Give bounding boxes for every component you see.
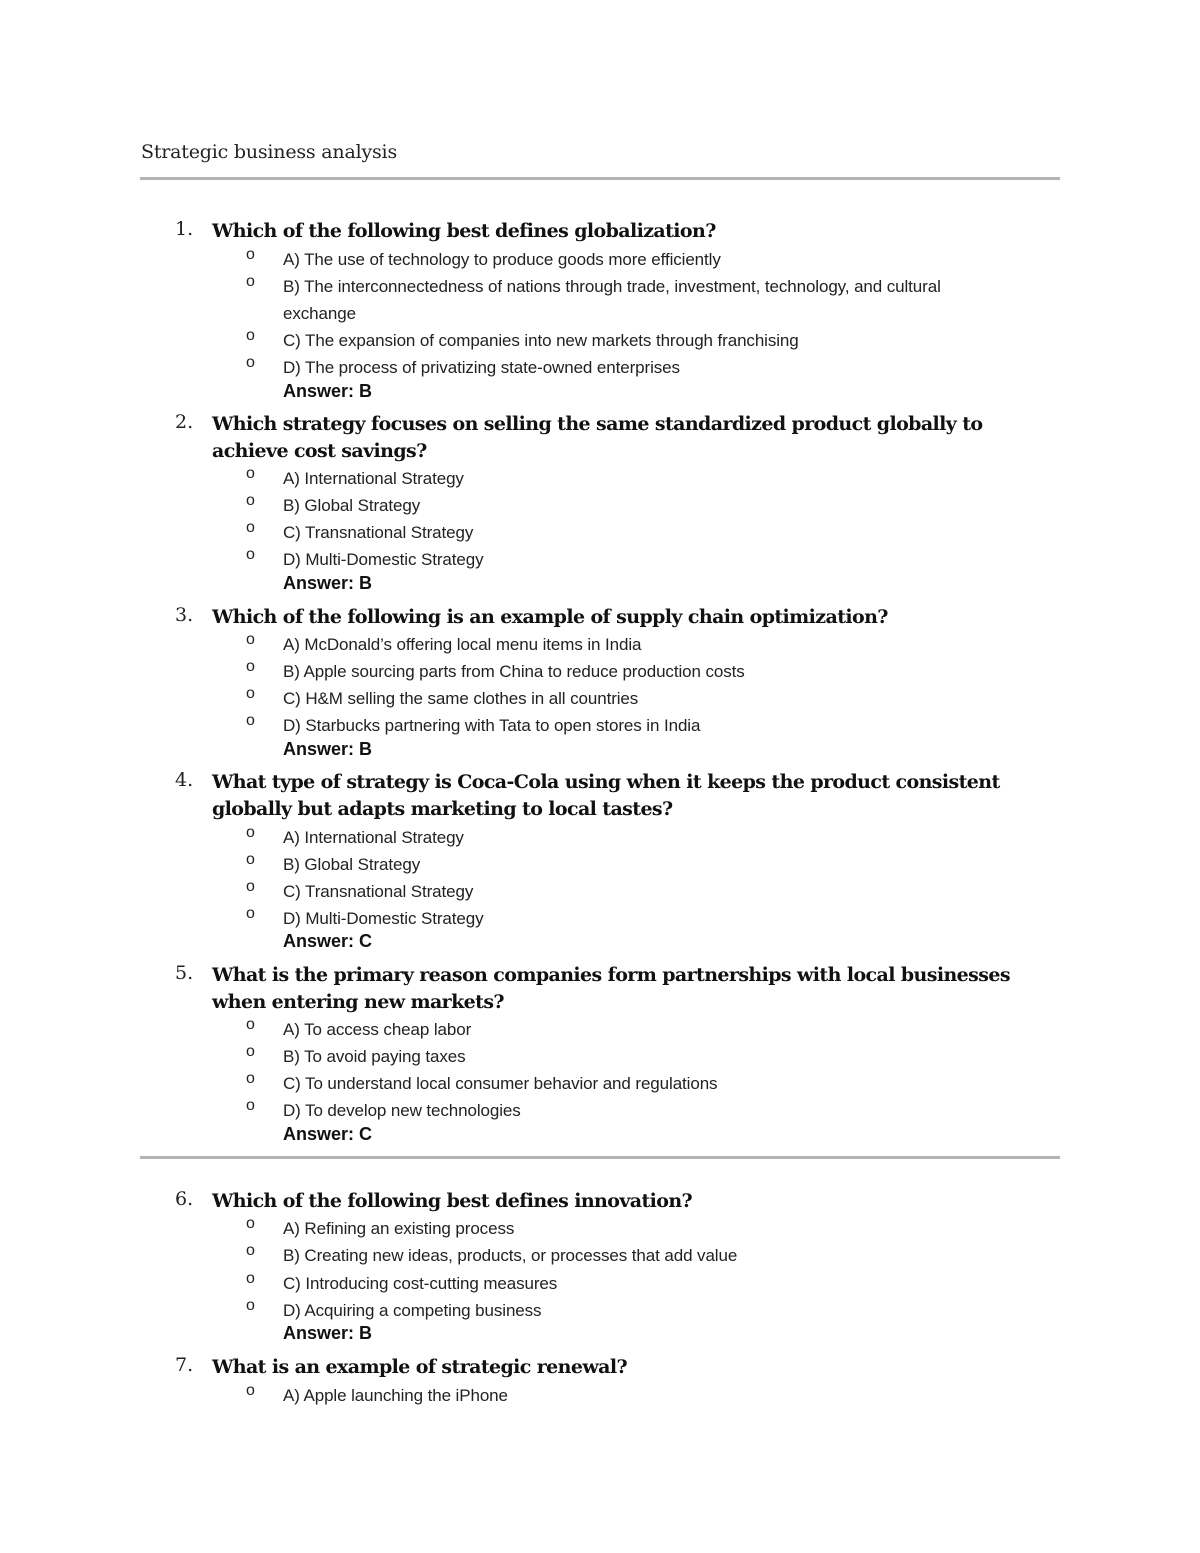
option-text: A) To access cheap labor bbox=[283, 1020, 472, 1039]
question-number: 1. bbox=[175, 218, 194, 240]
option-item bbox=[0, 246, 1200, 273]
option-text: A) Apple launching the iPhone bbox=[283, 1386, 508, 1405]
answer-label: Answer: B bbox=[283, 1323, 373, 1343]
option-text: C) To understand local consumer behavior and regulations bbox=[283, 1074, 718, 1093]
option-item bbox=[0, 354, 1200, 381]
option-text: A) International Strategy bbox=[283, 828, 464, 847]
question-number: 6. bbox=[175, 1188, 194, 1210]
bullet-icon: o bbox=[246, 1070, 255, 1087]
bullet-icon: o bbox=[246, 546, 255, 563]
bullet-icon: o bbox=[246, 1016, 255, 1033]
question-number: 4. bbox=[175, 769, 194, 791]
option-text: A) International Strategy bbox=[283, 469, 464, 488]
option-text: B) The interconnectedness of nations through trade, investment, technology, and cultural exchange bbox=[283, 277, 941, 323]
option-item bbox=[0, 878, 1200, 905]
question-text: What type of strategy is Coca-Cola using when it keeps the product consistent globally but adapts marketing to local tastes? bbox=[212, 771, 1000, 820]
option-item bbox=[0, 1016, 1200, 1043]
option-item bbox=[0, 1242, 1200, 1269]
question-text: What is the primary reason companies form partnerships with local businesses when entering new markets? bbox=[212, 964, 1010, 1013]
bullet-icon: o bbox=[246, 878, 255, 895]
option-text: D) Starbucks partnering with Tata to open stores in India bbox=[283, 716, 701, 735]
bullet-icon: o bbox=[246, 354, 255, 371]
section-divider bbox=[140, 1156, 1060, 1159]
bullet-icon: o bbox=[246, 1297, 255, 1314]
option-text: A) McDonald’s offering local menu items in India bbox=[283, 635, 642, 654]
bullet-icon: o bbox=[246, 1215, 255, 1232]
bullet-icon: o bbox=[246, 1242, 255, 1259]
option-text: C) Introducing cost-cutting measures bbox=[283, 1274, 558, 1293]
option-item bbox=[0, 824, 1200, 851]
option-text: C) H&M selling the same clothes in all countries bbox=[283, 689, 639, 708]
question-text: Which of the following best defines globalization? bbox=[212, 220, 716, 242]
option-item bbox=[0, 658, 1200, 685]
option-item bbox=[0, 1270, 1200, 1297]
option-text: C) Transnational Strategy bbox=[283, 882, 474, 901]
option-item bbox=[0, 546, 1200, 573]
bullet-icon: o bbox=[246, 1270, 255, 1287]
answer-label: Answer: C bbox=[283, 931, 373, 951]
option-item bbox=[0, 1070, 1200, 1097]
option-text: D) To develop new technologies bbox=[283, 1101, 521, 1120]
option-item bbox=[0, 273, 1200, 323]
question-text: What is an example of strategic renewal? bbox=[212, 1356, 627, 1378]
option-item bbox=[0, 712, 1200, 739]
option-text: D) Acquiring a competing business bbox=[283, 1301, 542, 1320]
bullet-icon: o bbox=[246, 1382, 255, 1399]
header-divider bbox=[140, 177, 1060, 180]
bullet-icon: o bbox=[246, 327, 255, 344]
option-item bbox=[0, 1097, 1200, 1124]
bullet-icon: o bbox=[246, 685, 255, 702]
question-text: Which of the following best defines innovation? bbox=[212, 1190, 693, 1212]
option-text: B) Creating new ideas, products, or processes that add value bbox=[283, 1246, 738, 1265]
option-item bbox=[0, 1297, 1200, 1324]
option-item bbox=[0, 492, 1200, 519]
question-text: Which of the following is an example of supply chain optimization? bbox=[212, 606, 888, 628]
question-number: 3. bbox=[175, 604, 194, 626]
bullet-icon: o bbox=[246, 658, 255, 675]
question-number: 2. bbox=[175, 411, 194, 433]
option-text: A) Refining an existing process bbox=[283, 1219, 515, 1238]
question-number: 7. bbox=[175, 1354, 194, 1376]
bullet-icon: o bbox=[246, 273, 255, 290]
bullet-icon: o bbox=[246, 824, 255, 841]
option-text: B) Apple sourcing parts from China to reduce production costs bbox=[283, 662, 745, 681]
option-text: B) Global Strategy bbox=[283, 496, 421, 515]
answer-label: Answer: C bbox=[283, 1124, 373, 1144]
option-text: C) Transnational Strategy bbox=[283, 523, 474, 542]
option-item bbox=[0, 1043, 1200, 1070]
option-item bbox=[0, 465, 1200, 492]
option-text: C) The expansion of companies into new markets through franchising bbox=[283, 331, 799, 350]
option-text: D) Multi-Domestic Strategy bbox=[283, 550, 484, 569]
bullet-icon: o bbox=[246, 1097, 255, 1114]
bullet-icon: o bbox=[246, 712, 255, 729]
bullet-icon: o bbox=[246, 492, 255, 509]
bullet-icon: o bbox=[246, 905, 255, 922]
answer-label: Answer: B bbox=[283, 573, 373, 593]
option-item bbox=[0, 631, 1200, 658]
page-title: Strategic business analysis bbox=[141, 141, 397, 163]
answer-label: Answer: B bbox=[283, 739, 373, 759]
option-item bbox=[0, 905, 1200, 932]
bullet-icon: o bbox=[246, 519, 255, 536]
bullet-icon: o bbox=[246, 851, 255, 868]
bullet-icon: o bbox=[246, 465, 255, 482]
option-item bbox=[0, 685, 1200, 712]
bullet-icon: o bbox=[246, 631, 255, 648]
bullet-icon: o bbox=[246, 246, 255, 263]
question-text: Which strategy focuses on selling the same standardized product globally to achieve cost savings? bbox=[212, 413, 983, 462]
option-item bbox=[0, 1382, 1200, 1409]
option-text: D) Multi-Domestic Strategy bbox=[283, 909, 484, 928]
option-item bbox=[0, 1215, 1200, 1242]
option-item bbox=[0, 851, 1200, 878]
option-item bbox=[0, 519, 1200, 546]
option-text: A) The use of technology to produce goods more efficiently bbox=[283, 250, 721, 269]
option-text: B) To avoid paying taxes bbox=[283, 1047, 466, 1066]
option-item bbox=[0, 327, 1200, 354]
answer-label: Answer: B bbox=[283, 381, 373, 401]
option-text: D) The process of privatizing state-owned enterprises bbox=[283, 358, 680, 377]
bullet-icon: o bbox=[246, 1043, 255, 1060]
question-number: 5. bbox=[175, 962, 194, 984]
option-text: B) Global Strategy bbox=[283, 855, 421, 874]
